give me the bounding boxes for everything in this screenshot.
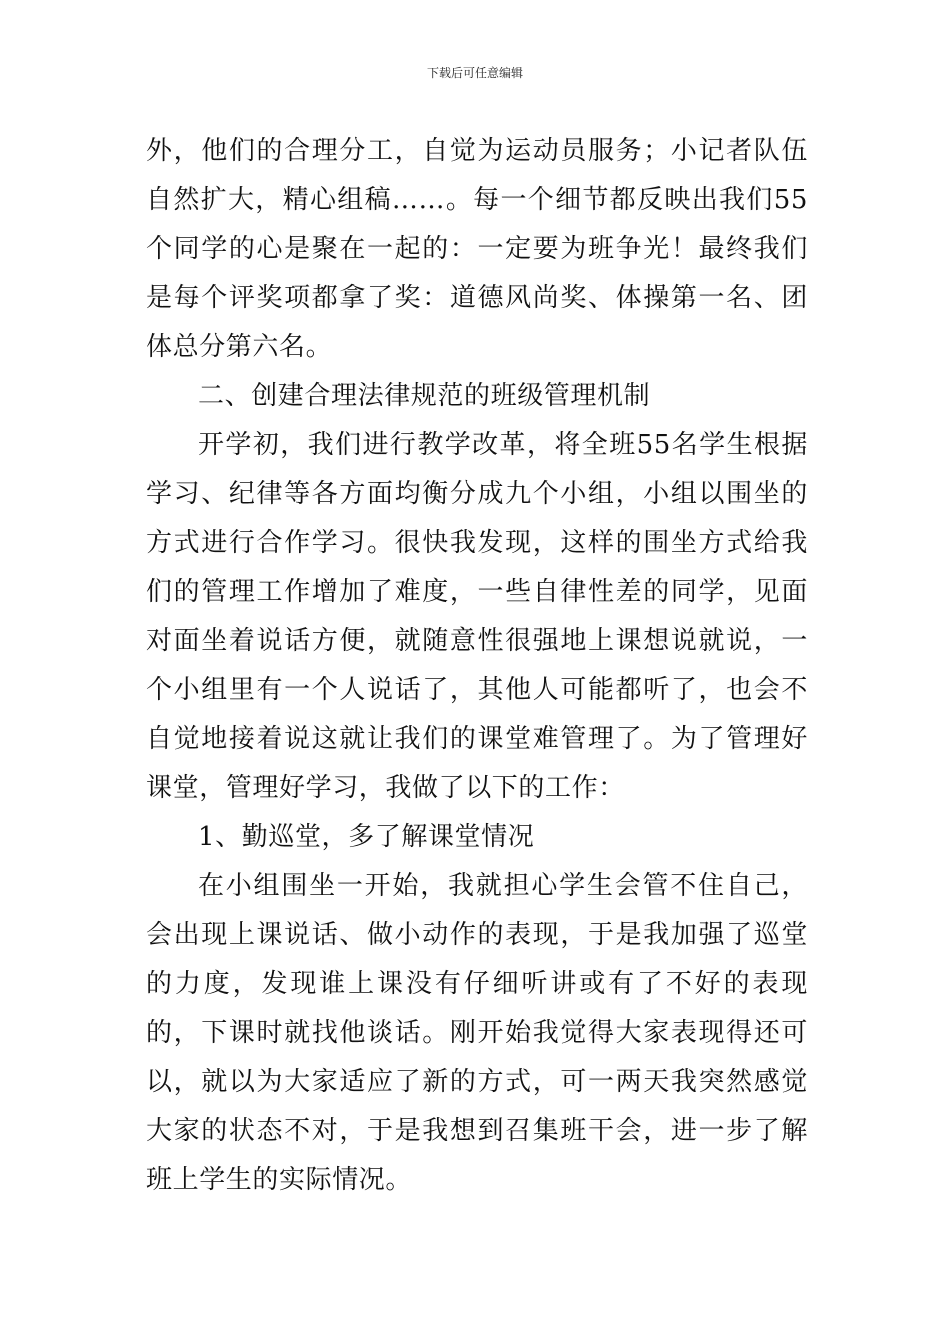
paragraph-continuation: 外，他们的合理分工，自觉为运动员服务；小记者队伍自然扩大，精心组稿……。每一个细节都反映出我们55个同学的心是聚在一起的：一定要为班争光！最终我们是每个评奖项都拿了奖：道德风尚奖、体操第一名、团体总分第六名。 (146, 136, 808, 362)
document-body (146, 127, 808, 1205)
paragraph-reform: 开学初，我们进行教学改革，将全班55名学生根据学习、纪律等各方面均衡分成九个小组，小组以围坐的方式进行合作学习。很快我发现，这样的围坐方式给我们的管理工作增加了难度，一些自律性差的同学，见面对面坐着说话方便，就随意性很强地上课想说就说，一个小组里有一个人说话了，其他人可能都听了，也会不自觉地接着说这就让我们的课堂难管理了。为了管理好课堂，管理好学习，我做了以下的工作： (146, 430, 808, 803)
section-heading: 二、创建合理法律规范的班级管理机制 (198, 381, 651, 411)
subsection-heading: 1、勤巡堂，多了解课堂情况 (198, 822, 535, 852)
paragraph-patrol: 在小组围坐一开始，我就担心学生会管不住自己，会出现上课说话、做小动作的表现，于是我加强了巡堂的力度，发现谁上课没有仔细听讲或有了不好的表现的，下课时就找他谈话。刚开始我觉得大家表现得还可以，就以为大家适应了新的方式，可一两天我突然感觉大家的状态不对，于是我想到召集班干会，进一步了解班上学生的实际情况。 (146, 871, 808, 1195)
page-header: 下载后可任意编辑 (426, 66, 523, 80)
